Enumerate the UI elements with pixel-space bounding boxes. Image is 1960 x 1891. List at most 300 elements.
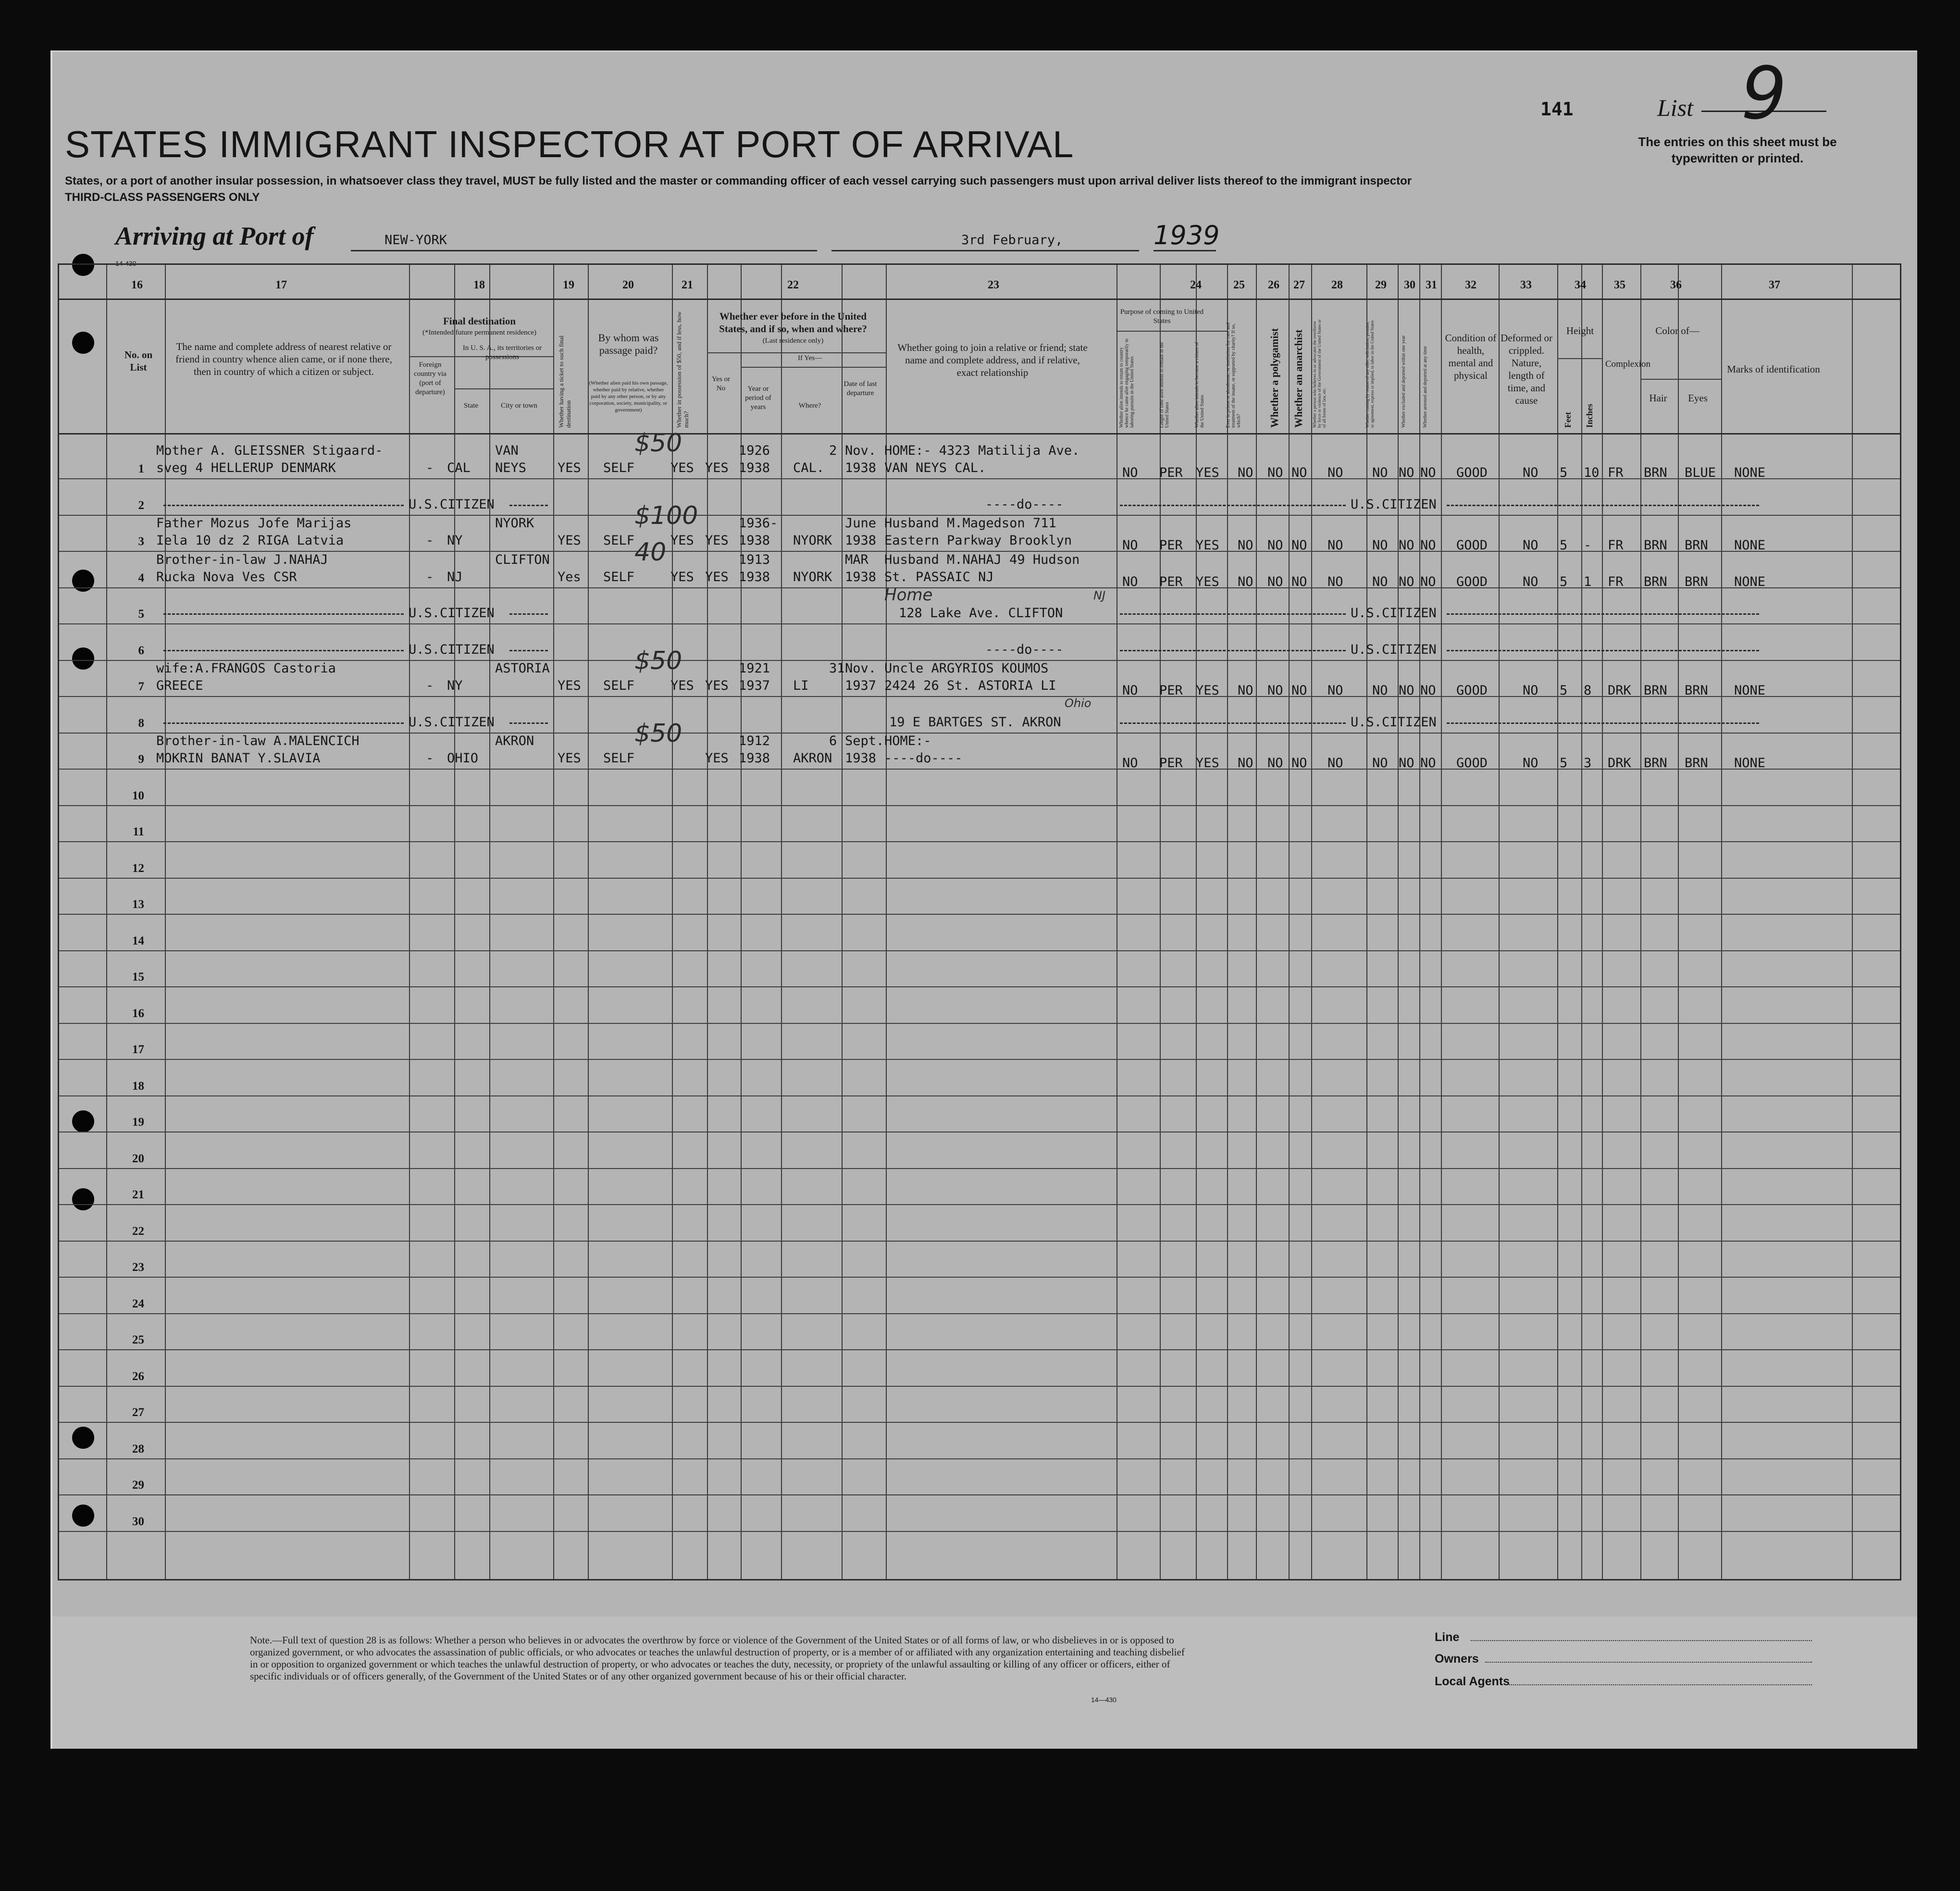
last-departure-year: 1937 xyxy=(845,678,877,693)
q24b-value: PER xyxy=(1159,756,1183,771)
citizen-dash-line xyxy=(1120,722,1346,724)
complexion-value: DRK xyxy=(1608,683,1631,698)
relative-address: MOKRIN BANAT Y.SLAVIA xyxy=(156,751,321,766)
eyes-value: BRN xyxy=(1685,538,1708,553)
q31-value: NO xyxy=(1420,756,1436,771)
passage-paid-by: SELF xyxy=(603,678,635,693)
column-rule xyxy=(588,265,589,1579)
q25-value: NO xyxy=(1238,683,1253,698)
relative-name: Brother-in-law A.MALENCICH xyxy=(156,734,360,748)
column-rule xyxy=(1581,265,1582,1579)
state-header: State xyxy=(464,402,478,410)
row-number: 2 xyxy=(138,499,144,512)
inches-value: 1 xyxy=(1584,574,1592,589)
last-departure-year: 1938 xyxy=(845,533,877,548)
q28-value: NO xyxy=(1327,574,1343,589)
owners-field[interactable] xyxy=(1485,1662,1812,1663)
list-label: List xyxy=(1657,94,1694,121)
column-number: 35 xyxy=(1614,279,1625,291)
before-in-us: YES xyxy=(705,533,729,548)
joining-address: Eastern Parkway Brooklyn xyxy=(884,533,1072,548)
health-header: Condition of health, mental and physical xyxy=(1445,332,1497,381)
relative-name: Father Mozus Jofe Marijas xyxy=(156,516,352,531)
row-number: 12 xyxy=(132,862,144,875)
header-top-rule xyxy=(59,299,1900,300)
joining-name: Husband M.NAHAJ 49 Hudson xyxy=(884,552,1080,567)
row-rule xyxy=(59,1241,1900,1242)
join-relative-header: Whether going to join a relative or friend; state name and complete address, and if relative, exact relationship xyxy=(897,342,1088,378)
citizen-dash-line xyxy=(163,613,404,615)
q31-header: Whether arrested and deported at any time xyxy=(1423,346,1428,428)
feet-value: 5 xyxy=(1560,574,1568,589)
foreign-country: - xyxy=(426,533,434,548)
row-rule xyxy=(59,1422,1900,1423)
row-number: 25 xyxy=(132,1333,144,1346)
city-header: City or town xyxy=(501,402,537,410)
column-number: 17 xyxy=(275,279,287,291)
column-number: 24 xyxy=(1190,279,1202,291)
row-rule xyxy=(59,478,1900,479)
last-departure-year: 1938 xyxy=(845,570,877,585)
destination-city: VAN xyxy=(495,443,519,458)
deformed-value: NO xyxy=(1523,574,1538,589)
row-rule xyxy=(59,1531,1900,1532)
passage-header: By whom was passage paid? xyxy=(598,332,659,356)
joining-address: 19 E BARTGES ST. AKRON xyxy=(889,715,1061,730)
purpose-header: Purpose of coming to United States xyxy=(1120,308,1204,325)
row-number: 14 xyxy=(132,934,144,947)
feet-value: 5 xyxy=(1560,465,1568,480)
row-rule xyxy=(59,805,1900,806)
column-rule xyxy=(1256,265,1257,1579)
purpose-length-header: Length of time alien intends to remain in the United States xyxy=(1159,342,1170,428)
destination-city: NYORK xyxy=(495,516,534,531)
form-code-bottom: 14—430 xyxy=(1091,1696,1116,1704)
column-rule xyxy=(1366,265,1367,1579)
marks-value: NONE xyxy=(1734,574,1766,589)
row-number: 22 xyxy=(132,1225,144,1238)
foreign-country-header: Foreign country via (port of departure) xyxy=(414,361,447,396)
q29-value: NO xyxy=(1372,574,1388,589)
citizen-dash-line xyxy=(163,505,404,506)
foreign-country: - xyxy=(426,570,434,585)
q26-value: NO xyxy=(1267,756,1283,771)
row-rule xyxy=(59,1277,1900,1278)
anarchist-header: Whether an anarchist xyxy=(1292,329,1304,428)
column-rule xyxy=(781,265,782,1579)
row-number: 21 xyxy=(132,1188,144,1201)
q27-value: NO xyxy=(1291,574,1307,589)
citizen-dash-line xyxy=(1447,722,1759,724)
deformed-value: NO xyxy=(1523,683,1538,698)
us-citizen-marker: U.S.CITIZEN xyxy=(409,715,495,730)
subtitle-line-2: THIRD-CLASS PASSENGERS ONLY xyxy=(65,191,260,204)
before-in-us: YES xyxy=(705,678,729,693)
q28-value: NO xyxy=(1327,756,1343,771)
visit-where: LI xyxy=(793,678,809,693)
ticket-value: Yes xyxy=(558,570,581,585)
final-destination-header: Final destination xyxy=(443,315,516,327)
joining-address: ----do---- xyxy=(985,497,1064,512)
column-rule xyxy=(1289,265,1290,1579)
q30-value: NO xyxy=(1399,756,1414,771)
joining-name: Husband M.Magedson 711 xyxy=(884,516,1056,531)
row-number: 24 xyxy=(132,1297,144,1310)
last-departure-year: 1938 xyxy=(845,751,877,766)
local-agents-field[interactable] xyxy=(1509,1684,1812,1685)
q28-value: NO xyxy=(1327,538,1343,553)
row-number: 7 xyxy=(138,680,144,693)
foreign-country: - xyxy=(426,460,434,475)
year-value: 1939 xyxy=(1154,220,1220,250)
last-departure-month: Sept. xyxy=(845,734,884,748)
destination-state: OHIO xyxy=(447,751,479,766)
q30-value: NO xyxy=(1399,683,1414,698)
column-number: 30 xyxy=(1404,279,1415,291)
row-number: 8 xyxy=(138,717,144,730)
citizen-dash-line xyxy=(509,505,548,506)
local-agents-label: Local Agents xyxy=(1435,1675,1510,1688)
q25-value: NO xyxy=(1238,465,1253,480)
inches-value: 3 xyxy=(1584,756,1592,771)
row-rule xyxy=(59,1095,1900,1096)
form-code: 14-430 xyxy=(115,260,136,267)
complexion-value: DRK xyxy=(1608,756,1631,771)
last-departure-month: MAR xyxy=(845,552,868,567)
ticket-value: YES xyxy=(558,678,581,693)
complexion-value: FR xyxy=(1608,465,1624,480)
q24a-value: NO xyxy=(1122,756,1138,771)
q24a-value: NO xyxy=(1122,538,1138,553)
eyes-value: BRN xyxy=(1685,756,1708,771)
row-rule xyxy=(59,1059,1900,1060)
q29-value: NO xyxy=(1372,465,1388,480)
q26-value: NO xyxy=(1267,574,1283,589)
last-departure-year: 1938 xyxy=(845,460,877,475)
inches-value: 10 xyxy=(1584,465,1600,480)
row-rule xyxy=(59,551,1900,552)
visit-where: CAL. xyxy=(793,460,825,475)
polygamist-header: Whether a polygamist xyxy=(1268,328,1280,428)
column-rule xyxy=(1419,265,1420,1579)
q29-value: NO xyxy=(1372,756,1388,771)
q24c-value: YES xyxy=(1196,756,1219,771)
citizen-dash-line xyxy=(1447,650,1759,651)
row-number: 28 xyxy=(132,1443,144,1456)
inches-value: 8 xyxy=(1584,683,1592,698)
column-number: 27 xyxy=(1293,279,1305,291)
port-value: NEW-YORK xyxy=(385,233,447,248)
destination-city-2: NEYS xyxy=(495,460,527,475)
before-in-us: YES xyxy=(705,570,729,585)
us-citizen-marker: U.S.CITIZEN xyxy=(409,497,495,512)
before-us-note: (Last residence only) xyxy=(762,337,824,345)
handwritten-money: $100 xyxy=(634,501,698,530)
citizen-dash-line xyxy=(509,650,548,651)
arriving-label: Arriving at Port of xyxy=(115,222,314,250)
year-period-header: Year or period of years xyxy=(745,385,771,411)
line-label: Line xyxy=(1435,1630,1460,1644)
visit-year-start: 1936- xyxy=(739,516,778,531)
height-header: Height xyxy=(1566,325,1594,336)
q28-value: NO xyxy=(1327,683,1343,698)
q24b-value: PER xyxy=(1159,465,1183,480)
destination-city: ASTORIA xyxy=(495,661,550,676)
row-number: 27 xyxy=(132,1406,144,1419)
purpose-return-header: Whether alien intends to return to country whence he came after engaging temporarily in laboring pursuits in the United States xyxy=(1119,338,1135,428)
visit-year-start: 1926 xyxy=(739,443,770,458)
q24a-value: NO xyxy=(1122,465,1138,480)
column-rule xyxy=(1499,265,1500,1579)
q31-value: NO xyxy=(1420,465,1436,480)
q29-value: NO xyxy=(1372,538,1388,553)
column-rule xyxy=(1160,265,1161,1579)
joining-name: HOME:- xyxy=(884,734,931,748)
visit-year-end: 1938 xyxy=(739,751,770,766)
column-number: 22 xyxy=(787,279,799,291)
complexion-header: Complexion xyxy=(1605,359,1650,369)
row-number: 19 xyxy=(132,1116,144,1129)
joining-address: 128 Lake Ave. CLIFTON xyxy=(899,606,1063,621)
header-rule xyxy=(454,388,553,389)
column-rule xyxy=(1116,265,1117,1579)
citizen-dash-line xyxy=(1120,505,1346,506)
q24c-value: YES xyxy=(1196,465,1219,480)
joining-address: ----do---- xyxy=(884,751,963,766)
if-yes-header: If Yes— xyxy=(797,354,822,362)
column-number: 25 xyxy=(1233,279,1245,291)
joining-address: VAN NEYS CAL. xyxy=(884,460,986,475)
passage-paid-by: SELF xyxy=(603,570,635,585)
before-us-header: Whether ever before in the United States, and if so, when and where? xyxy=(719,311,867,335)
q28-value: NO xyxy=(1327,465,1343,480)
column-rule xyxy=(553,265,554,1579)
handwritten-state: NJ xyxy=(1093,589,1106,602)
handwritten-money: $50 xyxy=(634,429,682,458)
citizen-dash-line xyxy=(1120,613,1346,615)
row-number: 26 xyxy=(132,1370,144,1383)
q31-value: NO xyxy=(1420,538,1436,553)
where-header: Where? xyxy=(798,402,821,410)
money-value: YES xyxy=(670,460,694,475)
row-number: 3 xyxy=(138,535,144,548)
q30-value: NO xyxy=(1399,538,1414,553)
header-rule xyxy=(1640,379,1721,380)
row-number: 5 xyxy=(138,608,144,621)
row-rule xyxy=(59,623,1900,624)
health-value: GOOD xyxy=(1456,683,1488,698)
column-rule xyxy=(1678,265,1679,1579)
purpose-citizen-header: Whether alien intends to become a citizen of the United States xyxy=(1194,342,1205,428)
before-in-us: YES xyxy=(705,751,729,766)
visit-year-end: 1938 xyxy=(739,460,770,475)
joining-address: St. PASSAIC NJ xyxy=(884,570,994,585)
citizen-dash-line xyxy=(509,613,548,615)
row-number: 11 xyxy=(133,825,144,838)
complexion-value: FR xyxy=(1608,538,1624,553)
row-rule xyxy=(59,1494,1900,1495)
column-number: 37 xyxy=(1769,279,1780,291)
destination-state: NY xyxy=(447,678,463,693)
destination-state: NJ xyxy=(447,570,463,585)
citizen-dash-line xyxy=(509,722,548,724)
header-rule xyxy=(1116,331,1227,332)
column-number: 33 xyxy=(1520,279,1532,291)
port-line xyxy=(351,250,817,251)
deformed-value: NO xyxy=(1523,465,1538,480)
hair-value: BRN xyxy=(1644,683,1667,698)
citizen-dash-line xyxy=(163,722,404,724)
column-number: 29 xyxy=(1375,279,1387,291)
q25-value: NO xyxy=(1238,538,1253,553)
visit-year-end: 1938 xyxy=(739,533,770,548)
header-rule xyxy=(707,352,886,353)
us-citizen-marker: U.S.CITIZEN xyxy=(1351,497,1437,512)
citizen-dash-line xyxy=(163,650,404,651)
health-value: GOOD xyxy=(1456,756,1488,771)
row-rule xyxy=(59,841,1900,842)
column-rule xyxy=(1721,265,1722,1579)
ticket-header: Whether having a ticket to such final destination xyxy=(558,335,572,428)
q25-value: NO xyxy=(1238,756,1253,771)
relative-name: wife:A.FRANGOS Castoria xyxy=(156,661,336,676)
row-rule xyxy=(59,1386,1900,1387)
row-rule xyxy=(59,1204,1900,1205)
q31-value: NO xyxy=(1420,683,1436,698)
destination-state: CAL xyxy=(447,460,471,475)
hair-value: BRN xyxy=(1644,574,1667,589)
sheet-number: 141 xyxy=(1540,99,1574,120)
citizen-dash-line xyxy=(1447,505,1759,506)
us-citizen-marker: U.S.CITIZEN xyxy=(1351,642,1437,657)
eyes-header: Eyes xyxy=(1688,392,1708,404)
column-number: 32 xyxy=(1465,279,1476,291)
eyes-value: BRN xyxy=(1685,683,1708,698)
feet-value: 5 xyxy=(1560,683,1568,698)
row-number: 6 xyxy=(138,644,144,657)
no-on-list-header: No. on List xyxy=(124,349,153,373)
date-line xyxy=(831,250,1139,251)
feet-value: 5 xyxy=(1560,538,1568,553)
health-value: GOOD xyxy=(1456,465,1488,480)
column-rule xyxy=(1640,265,1641,1579)
visit-year-start: 1913 xyxy=(739,552,770,567)
q24c-value: YES xyxy=(1196,538,1219,553)
column-number: 23 xyxy=(988,279,999,291)
q24a-value: NO xyxy=(1122,683,1138,698)
visit-where-number: 6 xyxy=(829,734,837,748)
in-usa-header: In U. S. A., its territories or possessions xyxy=(462,344,542,361)
deformed-value: NO xyxy=(1523,538,1538,553)
row-number: 20 xyxy=(132,1152,144,1165)
manifest-subtitle xyxy=(65,173,1555,206)
q31-value: NO xyxy=(1420,574,1436,589)
q29-value: NO xyxy=(1372,683,1388,698)
column-number: 19 xyxy=(563,279,574,291)
marks-header: Marks of identification xyxy=(1727,363,1820,375)
marks-value: NONE xyxy=(1734,465,1766,480)
relative-address: sveg 4 HELLERUP DENMARK xyxy=(156,460,336,475)
health-value: GOOD xyxy=(1456,538,1488,553)
before-in-us: YES xyxy=(705,460,729,475)
visit-year-start: 1912 xyxy=(739,734,770,748)
q30-value: NO xyxy=(1399,465,1414,480)
prison-header: Ever in prison or almshouse, or institution for care and treatment of the insane, or supported by charity? If so, which? xyxy=(1226,323,1241,428)
row-number: 13 xyxy=(132,898,144,911)
citizen-dash-line xyxy=(1447,613,1759,615)
column-rule xyxy=(1557,265,1558,1579)
money-value: YES xyxy=(670,570,694,585)
passage-paid-by: SELF xyxy=(603,460,635,475)
row-rule xyxy=(59,587,1900,588)
column-rule xyxy=(1196,265,1197,1579)
subtitle-line-1: States, or a port of another insular possession, in whatsoever class they travel, MUST be fully listed and the master or commanding officer of each vessel carrying such passengers must upon arrival deliver lists thereof to the immigrant inspector xyxy=(65,174,1412,187)
health-value: GOOD xyxy=(1456,574,1488,589)
list-number: 9 xyxy=(1701,67,1826,112)
destination-city: CLIFTON xyxy=(495,552,550,567)
row-number: 17 xyxy=(132,1043,144,1056)
row-rule xyxy=(59,1023,1900,1024)
q29-header: Whether coming by reason of any offer, solicitation, promise, or agreement, express or implied, to labor in the United States xyxy=(1365,320,1375,428)
q27-value: NO xyxy=(1291,683,1307,698)
handwritten-money: 40 xyxy=(634,538,667,567)
destination-state: NY xyxy=(447,533,463,548)
q24b-value: PER xyxy=(1159,574,1183,589)
q25-value: NO xyxy=(1238,574,1253,589)
q27-value: NO xyxy=(1291,756,1307,771)
row-number: 9 xyxy=(138,753,144,766)
feet-value: 5 xyxy=(1560,756,1568,771)
manifest-title: STATES IMMIGRANT INSPECTOR AT PORT OF ARRIVAL xyxy=(65,123,1074,165)
yes-no-header: Yes or No xyxy=(711,375,731,392)
money-value: YES xyxy=(670,533,694,548)
inches-value: - xyxy=(1584,538,1592,553)
q26-value: NO xyxy=(1267,683,1283,698)
destination-city: AKRON xyxy=(495,734,534,748)
feet-header: Feet xyxy=(1563,412,1573,428)
money-header: Whether in possession of $50, and if less, how much? xyxy=(675,311,690,428)
eyes-value: BLUE xyxy=(1685,465,1716,480)
column-number: 16 xyxy=(131,279,143,291)
column-number: 21 xyxy=(682,279,693,291)
visit-where-number: 31 xyxy=(829,661,845,676)
relative-name: Brother-in-law J.NAHAJ xyxy=(156,552,328,567)
color-of-header: Color of— xyxy=(1655,325,1699,336)
us-citizen-marker: U.S.CITIZEN xyxy=(409,606,495,621)
q30-header: Whether excluded and deported within one year xyxy=(1401,335,1406,428)
column-rule xyxy=(1441,265,1442,1579)
relative-address: GREECE xyxy=(156,678,203,693)
last-departure-month: Nov. xyxy=(845,443,877,458)
row-rule xyxy=(59,1349,1900,1350)
column-number: 18 xyxy=(473,279,485,291)
column-rule xyxy=(1227,265,1228,1579)
visit-year-end: 1937 xyxy=(739,678,770,693)
q30-value: NO xyxy=(1399,574,1414,589)
joining-name: Uncle ARGYRIOS KOUMOS xyxy=(884,661,1049,676)
row-rule xyxy=(59,1313,1900,1314)
column-rule xyxy=(409,265,410,1579)
q24a-value: NO xyxy=(1122,574,1138,589)
us-citizen-marker: U.S.CITIZEN xyxy=(409,642,495,657)
row-number: 4 xyxy=(138,572,144,585)
line-field[interactable] xyxy=(1471,1640,1812,1641)
deformed-header: Deformed or crippled. Nature, length of time, and cause xyxy=(1501,332,1552,406)
row-number: 15 xyxy=(132,970,144,983)
q24c-value: YES xyxy=(1196,574,1219,589)
us-citizen-marker: U.S.CITIZEN xyxy=(1351,606,1437,621)
q26-value: NO xyxy=(1267,538,1283,553)
